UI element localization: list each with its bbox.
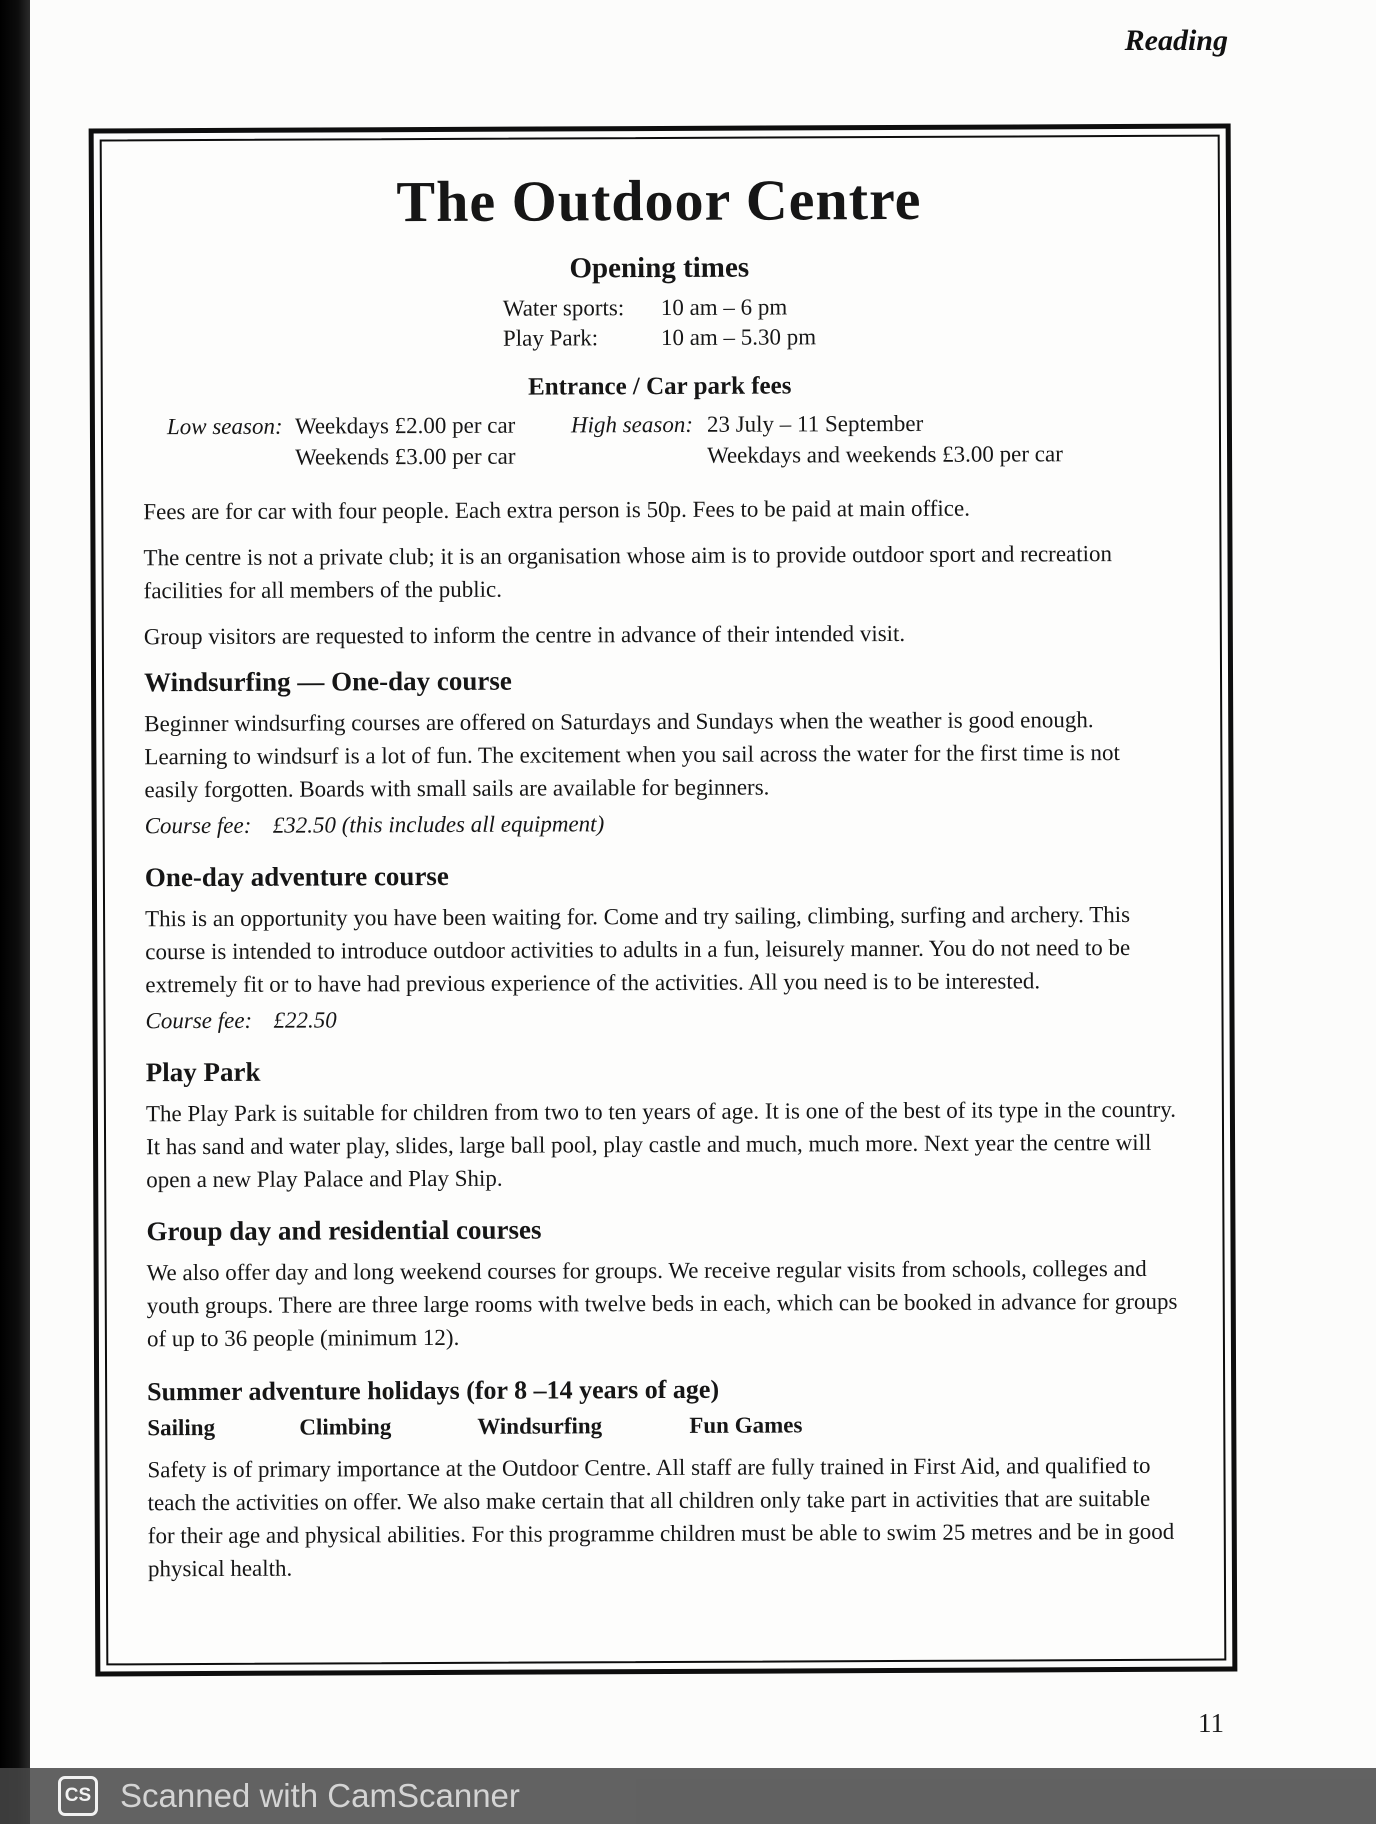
intro-paragraph: The centre is not a private club; it is an organisation whose aim is to provide outdoor sport and recreation facilities for all members of the public. <box>143 541 1113 604</box>
high-season-lines <box>707 407 1063 471</box>
section-play-park <box>146 1053 1181 1197</box>
section-body: The Play Park is suitable for children from two to ten years of age. It is one of the best of its type in the country. It has sand and water play, slides, large ball pool, play castle and much, much more. Next year the centre will open a new Play Palace and Play Ship. <box>145 1096 1177 1193</box>
camscanner-bar <box>0 1768 1376 1824</box>
section-heading: Windsurfing — One-day course <box>143 665 512 698</box>
reading-header: Reading <box>1124 24 1228 57</box>
intro-paragraph: Group visitors are requested to inform the centre in advance of their intended visit. <box>143 620 906 650</box>
low-season-lines <box>295 410 516 473</box>
opening-row-value: 10 am – 6 pm <box>660 294 788 321</box>
low-season-group <box>167 409 571 473</box>
section-windsurfing <box>144 663 1179 843</box>
course-fee-line <box>145 806 1179 843</box>
section-heading: One-day adventure course <box>144 860 449 893</box>
section-body: We also offer day and long weekend courses for groups. We receive regular visits from schools, colleges and youth groups. There are three large rooms with twelve beds in each, which can be booked in advance for groups of up to 36 people (minimum 12). <box>146 1255 1178 1352</box>
section-group-courses <box>146 1212 1181 1356</box>
camscanner-watermark-text: Scanned with CamScanner <box>120 1777 520 1814</box>
activity-label: Windsurfing <box>477 1413 603 1439</box>
opening-times-heading: Opening times <box>569 251 750 285</box>
course-fee-value: £22.50 <box>273 1007 337 1033</box>
activities-row <box>147 1409 1181 1444</box>
document-title: The Outdoor Centre <box>396 166 922 235</box>
intro-paragraph: Fees are for car with four people. Each extra person is 50p. Fees to be paid at main office. <box>143 495 971 525</box>
course-fee-value: £32.50 (this includes all equipment) <box>272 811 605 838</box>
opening-times-row <box>503 292 816 323</box>
activity-label: Climbing <box>299 1414 392 1440</box>
activity-label: Sailing <box>147 1414 216 1441</box>
activity-label: Fun Games <box>689 1412 803 1438</box>
high-season-line: Weekdays and weekends £3.00 per car <box>707 441 1063 468</box>
low-season-line: Weekends £3.00 per car <box>295 443 516 470</box>
opening-row-label: Play Park: <box>502 325 599 351</box>
section-heading: Group day and residential courses <box>146 1214 542 1247</box>
opening-row-value: 10 am – 5.30 pm <box>660 324 817 351</box>
high-season-group <box>571 407 1063 471</box>
high-season-label: High season: <box>570 411 694 438</box>
opening-row-label: Water sports: <box>502 295 625 321</box>
document-box <box>89 124 1238 1677</box>
section-body: Beginner windsurfing courses are offered on Saturdays and Sundays when the weather is good enough. Learning to windsurf is a lot of fun. The excitement when you sail across the water for the first time is not easily forgotten. Boards with small sails are available for beginners. <box>144 707 1120 803</box>
opening-times-row <box>503 322 816 353</box>
low-season-line: Weekdays £2.00 per car <box>294 412 516 439</box>
section-body: This is an opportunity you have been waiting for. Come and try sailing, climbing, surfing and archery. This course is intended to introduce outdoor activities to adults in a fun, leisurely manner. You do not need to be extremely fit or to have had previous experience of the activities. All you need is to be interested. <box>145 901 1131 998</box>
section-heading: Play Park <box>145 1056 261 1088</box>
camscanner-logo-icon: CS <box>58 1776 98 1816</box>
course-fee-label: Course fee: <box>144 812 252 839</box>
opening-times-table <box>503 292 817 353</box>
document-box-inner <box>100 135 1227 1666</box>
low-season-label: Low season: <box>166 413 283 440</box>
scan-edge-strip <box>0 0 30 1824</box>
fees-heading: Entrance / Car park fees <box>527 372 792 401</box>
summer-holidays-heading: Summer adventure holidays (for 8 –14 years of age) <box>147 1374 720 1407</box>
safety-paragraph: Safety is of primary importance at the Outdoor Centre. All staff are fully trained in First Aid, and qualified to teach the activities on offer. We also make certain that all children only take part in activities that are suitable for their age and physical abilities. For this programme children must be able to swim 25 metres and be in good physical health. <box>147 1452 1175 1582</box>
course-fee-label: Course fee: <box>145 1007 253 1034</box>
course-fee-line <box>145 1001 1179 1038</box>
high-season-line: 23 July – 11 September <box>706 410 924 437</box>
fees-columns <box>167 407 1177 473</box>
page-number: 11 <box>1198 1708 1224 1738</box>
section-adventure-course <box>145 858 1180 1038</box>
